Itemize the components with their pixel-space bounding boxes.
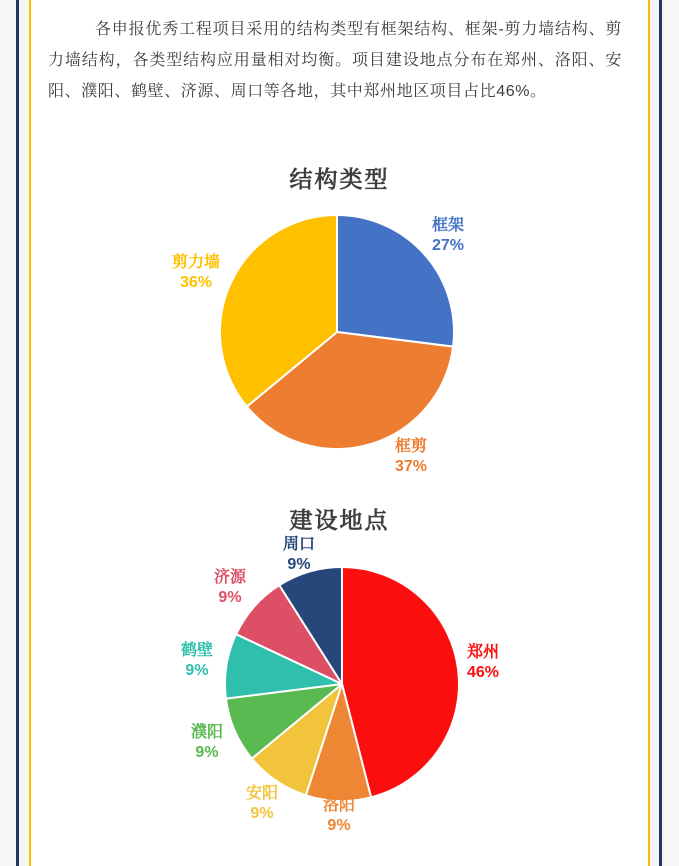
pie-slice-label-济源	[214, 568, 246, 608]
pie-slice-label-percent: 46%	[466, 664, 500, 681]
pie-slice-label-name: 洛阳	[322, 797, 356, 814]
pie-slice-label-percent: 9%	[327, 817, 351, 834]
pie-slice-label-name: 鹤壁	[180, 642, 214, 659]
chart-title-construction-location: 建设地点	[289, 507, 390, 533]
pie-slice-label-name: 剪力墙	[171, 254, 221, 271]
chart-title-structure-type: 结构类型	[289, 166, 390, 192]
right-navy-border-line	[659, 0, 662, 866]
pie-slice-label-percent: 9%	[250, 805, 274, 822]
pie-slice-label-剪力墙	[172, 253, 220, 293]
structure-type-pie-chart	[217, 212, 457, 452]
pie-slice-label-name: 框剪	[394, 438, 427, 455]
pie-slice-label-鹤壁	[181, 641, 213, 681]
left-gold-border-line	[29, 0, 31, 866]
pie-slice-label-洛阳	[323, 796, 355, 836]
pie-slice-label-框架	[432, 216, 464, 256]
construction-location-pie-chart	[222, 564, 462, 804]
right-gold-border-line	[648, 0, 650, 866]
pie-slice-label-name: 安阳	[245, 785, 279, 802]
pie-slice-label-percent: 9%	[287, 556, 311, 573]
pie-slice-label-name: 濮阳	[190, 724, 224, 741]
pie-slice-label-percent: 9%	[218, 589, 242, 606]
pie-slice-label-percent: 9%	[185, 662, 209, 679]
pie-slice-label-name: 济源	[213, 569, 247, 586]
pie-slice-label-percent: 9%	[195, 744, 219, 761]
pie-slice-label-框剪	[395, 437, 427, 477]
pie-slice-label-郑州	[467, 643, 499, 683]
pie-slice-label-濮阳	[191, 723, 223, 763]
pie-slice-label-name: 郑州	[466, 644, 499, 661]
pie-slice-label-percent: 27%	[431, 237, 465, 254]
left-navy-border-line	[16, 0, 19, 866]
intro-paragraph: 各申报优秀工程项目采用的结构类型有框架结构、框架-剪力墙结构、剪力墙结构，各类型结构应用量相对均衡。项目建设地点分布在郑州、洛阳、安阳、濮阳、鹤壁、济源、周口等各地，其中郑州地区项目占比46%。	[48, 21, 622, 100]
pie-slice-label-percent: 37%	[394, 458, 428, 475]
pie-slice-label-name: 周口	[282, 536, 316, 553]
pie-slice-label-周口	[283, 535, 315, 575]
pie-slice-label-percent: 36%	[179, 274, 213, 291]
pie-slice-label-安阳	[246, 784, 278, 824]
pie-slice-label-name: 框架	[431, 217, 464, 234]
